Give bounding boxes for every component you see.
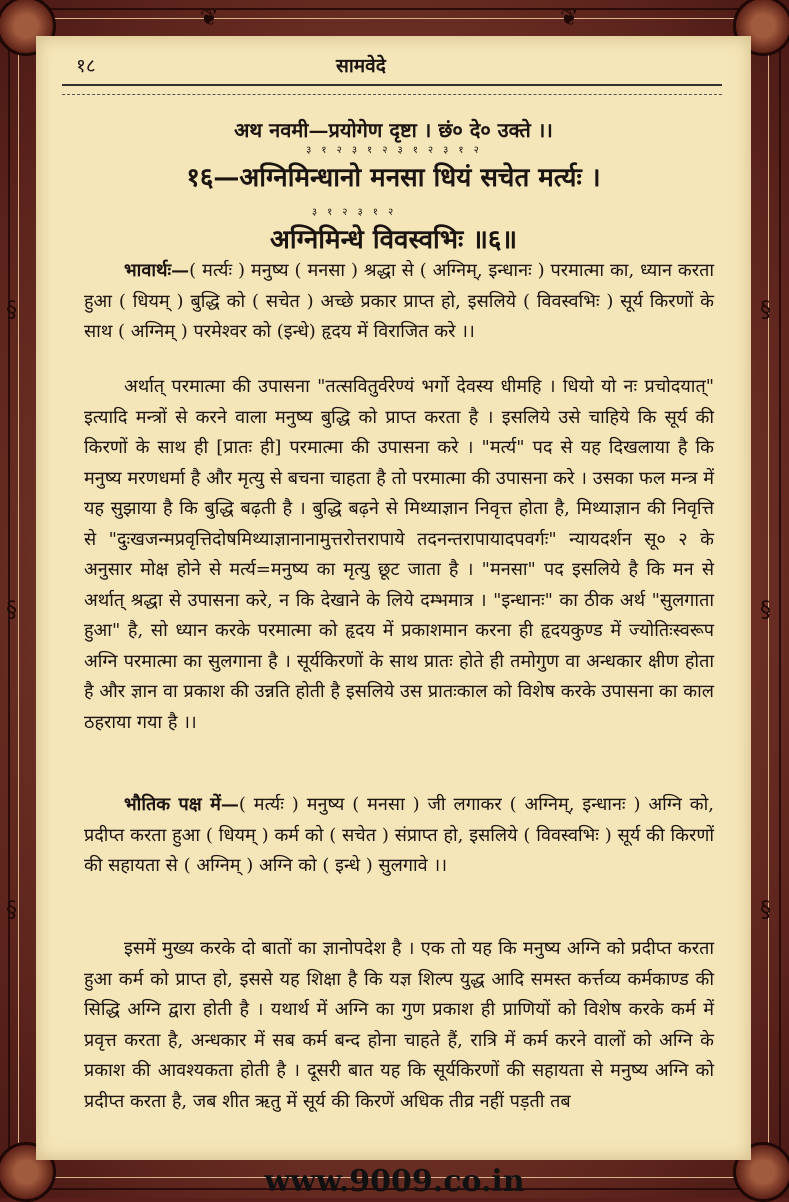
scroll-ornament: § [6, 898, 17, 923]
explanation-text: अर्थात् परमात्मा की उपासना "तत्सवितुर्वरेण्यं भर्गो देवस्य धीमहि । धियो यो नः प्रचोदयात्" इत्यादि मन्त्रों से करने वाला मनुष्य बुद्धि को प्राप्त करता है । इसलिये उसे चाहिये कि सूर्य की किरणों के साथ ही [प्रातः ही] परमात्मा की उपासना करे । "मर्त्य" पद से यह दिखलाया है कि मनुष्य मरणधर्मा है और मृत्यु से बचना चाहता है तो परमात्मा की उपासना करे । उसका फल मन्त्र में यह सुझाया है कि बुद्धि बढ़ती है । बुद्धि बढ़ने से मिथ्याज्ञान निवृत्त होता है, मिथ्याज्ञान की निवृत्ति से "दुःखजन्मप्रवृत्तिदोषमिथ्याज्ञानानामुत्तरोत्तरापाये तदनन्तरापायादपवर्गः" न्यायदर्शन सू० २ के अनुसार मोक्ष होने से मर्त्य=मनुष्य का मृत्यु छूट जाता है । "मनसा" पद इसलिये है कि मन से अर्थात् श्रद्धा से उपासना करे, न कि देखाने के लिये दम्भमात्र । "इन्धानः" का ठीक अर्थ "सुलगाता हुआ" है, सो ध्यान करके परमात्मा को हृदय में प्रकाशमान करना ही हृदयकुण्ड में ज्योतिःस्वरूप अग्नि परमात्मा का सुलगाना है । सूर्यकिरणों के साथ प्रातः होते ही तमोगुण वा अन्धकार क्षीण होता है और ज्ञान वा प्रकाश की उन्नति होती है इसलिये उस प्रातःकाल को विशेष करके उपासना का काल ठहराया गया है ।। [84, 376, 714, 733]
bhavartha-text: ( मर्त्यः ) मनुष्य ( मनसा ) श्रद्धा से ( अग्निम्, इन्धानः ) परमात्मा का, ध्यान करता हुआ ( धियम् ) बुद्धि को ( सचेत ) अच्छे प्रकार प्राप्त हो, इसलिये ( विवस्वभिः ) सूर्य किरणों के साथ ( अग्निम् ) परमेश्वर को (इन्धे) हृदय में विराजित करे ।। [84, 260, 714, 342]
conclusion-paragraph [84, 934, 714, 1117]
header-rule [62, 84, 722, 95]
accent-marks-line2: ३ १ २ ३ १ २ [311, 207, 396, 218]
page-number: १८ [76, 55, 96, 77]
scroll-ornament: § [760, 298, 771, 323]
accent-marks-line1: ३ १ २ ३ १ २ ३ १ २ ३ १ २ [306, 145, 481, 156]
scroll-ornament: ❦ [560, 6, 579, 31]
bhautika-text: ( मर्त्यः ) मनुष्य ( मनसा ) जी लगाकर ( अग्निम्, इन्धानः ) अग्नि को, प्रदीप्त करता हुआ ( धियम् ) कर्म को ( सचेत ) संप्राप्त हो, इसलिये ( विवस्वभिः ) सूर्य की किरणों की सहायता से ( अग्निम् ) अग्नि को ( इन्धे ) सुलगावे ।। [84, 794, 714, 876]
scanned-page [36, 36, 751, 1160]
mantra-line2: अग्निमिन्धे विवस्वभिः ॥६॥ [269, 225, 518, 255]
scroll-ornament: § [6, 598, 17, 623]
bhautika-paragraph [84, 790, 714, 882]
running-title: सामवेदे [336, 55, 386, 77]
explanation-paragraph [84, 372, 714, 738]
scroll-ornament: ❦ [200, 6, 219, 31]
website-watermark: www.9009.co.in [264, 1164, 525, 1199]
scroll-ornament: § [760, 598, 771, 623]
bhautika-label: भौतिक पक्ष में— [124, 794, 239, 815]
bhavartha-paragraph [84, 256, 714, 348]
scroll-ornament: § [6, 298, 17, 323]
conclusion-text: इसमें मुख्य करके दो बातों का ज्ञानोपदेश है । एक तो यह कि मनुष्य अग्नि को प्रदीप्त करता हुआ कर्म को प्राप्त हो, इससे यह शिक्षा है कि यज्ञ शिल्प युद्ध आदि समस्त कर्त्तव्य कर्मकाण्ड की सिद्धि अग्नि द्वारा होती है । यथार्थ में अग्नि का गुण प्रकाश ही प्राणियों को विशेष करके कर्म में प्रवृत्त करता है, अन्धकार में सब कर्म बन्द होना चाहते हैं, रात्रि में कर्म करने वालों को अग्नि के प्रकाश की आवश्यकता होती है । दूसरी बात यह कि सूर्यकिरणों की सहायता से मनुष्य अग्नि को प्रदीप्त करता है, जब शीत ऋतु में सूर्य की किरणें अधिक तीव्र नहीं पड़ती तब [84, 938, 714, 1112]
scroll-ornament: § [760, 898, 771, 923]
mantra-info-line: अथ नवमी—प्रयोगेण दृष्टा । छं० दे० उक्ते ।। [234, 118, 553, 142]
bhavartha-label: भावार्थः— [124, 260, 190, 281]
page-header [36, 52, 751, 82]
mantra-line1: १६—अग्निमिन्धानो मनसा धियं सचेत मर्त्यः । [186, 163, 601, 193]
